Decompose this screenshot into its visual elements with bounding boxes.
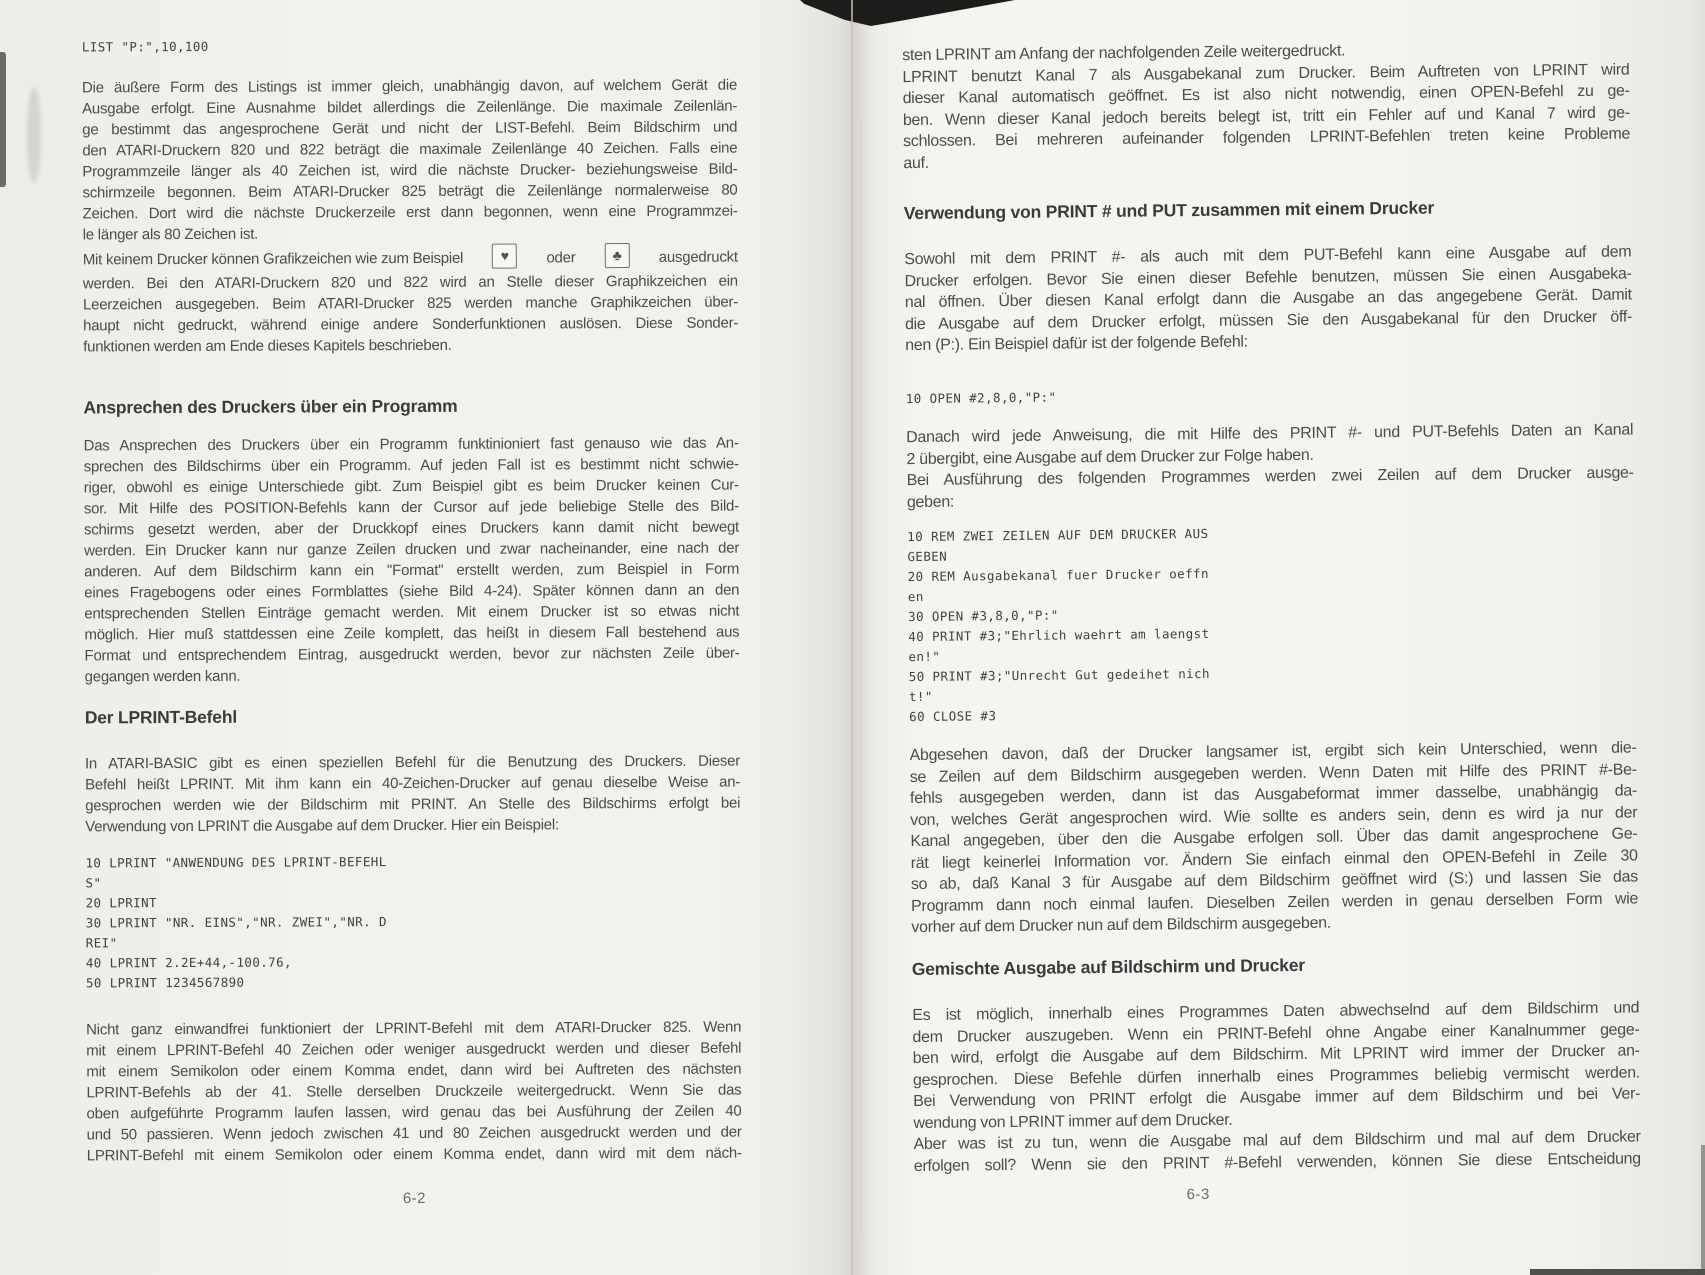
text-line: rät liegt keinerlei Information vor. Ändern Sie einfach einmal den OPEN-Befehl in Zeile 30 bbox=[910, 846, 1638, 872]
symbols-line-after: ausgedruckt bbox=[658, 248, 738, 266]
text-line: LPRINT-Befehl mit einem Semikolon oder einem Komma endet, dann wird mit dem näch- bbox=[86, 1144, 742, 1165]
text-line: 10 LPRINT "ANWENDUNG DES LPRINT-BEFEHL bbox=[85, 854, 387, 871]
text-line: 2 übergibt, eine Ausgabe auf dem Drucker zur Folge haben. bbox=[906, 446, 1314, 468]
left-page bbox=[82, 0, 743, 1275]
text-line: S" bbox=[85, 875, 102, 891]
paragraph-danach bbox=[906, 419, 1634, 513]
text-line: en bbox=[907, 588, 924, 605]
text-line: 40 PRINT #3;"Ehrlich waehrt am laengst bbox=[908, 625, 1210, 645]
text-line: 10 REM ZWEI ZEILEN AUF DEM DRUCKER AUS bbox=[907, 525, 1209, 545]
text-line: dem Drucker auszugeben. Wenn ein PRINT-Befehl ohne Angabe einer Kanalnummer gege- bbox=[912, 1020, 1640, 1046]
text-line: In ATARI-BASIC gibt es einen speziellen Befehl für die Benutzung des Druckers. Dieser bbox=[84, 752, 741, 773]
text-line: Aber was ist zu tun, wenn die Ausgabe mal auf dem Bildschirm und mal auf dem Drucker bbox=[913, 1128, 1641, 1154]
text-line: Verwendung von LPRINT die Ausgabe auf dem Drucker. Hier ein Beispiel: bbox=[85, 816, 559, 836]
text-line: en!" bbox=[908, 648, 941, 665]
text-line: eines Fragebogens oder eines Formblattes (siehe Bild 4-24). Später können dann an den bbox=[84, 581, 740, 602]
text-line: Format und entsprechendem Eintrag, ausgedruckt werden, bevor zur nächsten Zeile über- bbox=[84, 644, 740, 665]
basic-code-open-command: 10 OPEN #2,8,0,"P:" bbox=[905, 389, 1057, 407]
text-line: GEBEN bbox=[907, 548, 948, 565]
text-line: Programm dann noch einmal laufen. Dieselben Zeilen werden in genau derselben Form wie bbox=[911, 889, 1639, 915]
symbols-line-mid: oder bbox=[546, 248, 576, 266]
text-line: Zeichen. Dort wird die nächste Druckerzeile erst dann begonnen, wenn eine Programmzei- bbox=[82, 202, 738, 223]
text-line: le länger als 80 Zeichen ist. bbox=[82, 225, 259, 244]
text-line: sprechen des Bildschirms über ein Programm. Auf jeden Fall ist es bestimmt nicht schwie- bbox=[83, 455, 739, 476]
paragraph-abgesehen bbox=[909, 737, 1638, 938]
text-line: Programmzeile länger als 40 Zeichen ist, wird die nächste Drucker- beziehungsweise Bild- bbox=[82, 160, 738, 181]
text-line: haupt nicht gedruckt, während einige andere Sonderfunktionen auslösen. Diese Sonder- bbox=[83, 314, 739, 335]
text-line: schirmzeile begonnen. Beim ATARI-Drucker 825 beträgt die Zeilenlänge normalerweise 80 bbox=[82, 181, 738, 202]
text-line: fehls ausgegeben werden, dann ist das Ausgabeformat immer dasselbe, unabhängig da- bbox=[909, 782, 1638, 808]
section-heading-print-put: Verwendung von PRINT # und PUT zusammen mit einem Drucker bbox=[903, 197, 1435, 224]
text-line: t!" bbox=[908, 688, 933, 705]
text-line: gegangen werden kann. bbox=[84, 667, 241, 686]
text-line: se Zeilen auf dem Bildschirm ausgegeben werden. Wenn Daten mit Hilfe des PRINT #-Be- bbox=[909, 760, 1637, 786]
text-line: möglich. Hier muß stattdessen eine Zeile komplett, das heißt in diesem Fall bestehend aus bbox=[84, 623, 740, 644]
text-line: LPRINT benutzt Kanal 7 als Ausgabekanal zum Drucker. Beim Auftreten von LPRINT wird bbox=[902, 60, 1630, 86]
text-line: nal öffnen. Über diesen Kanal erfolgt dann die Ausgabe an das angegebene Gerät. Damit bbox=[904, 286, 1632, 312]
right-page bbox=[902, 0, 1642, 1275]
page-number-right: 6-3 bbox=[1186, 1185, 1210, 1204]
text-line: auf. bbox=[903, 154, 929, 172]
text-line: Nicht ganz einwandfrei funktioniert der LPRINT-Befehl mit dem ATARI-Drucker 825. Wenn bbox=[86, 1018, 742, 1039]
text-line: Bei Verwendung von PRINT erfolgt die Ausgabe immer auf dem Bildschirm und bei Ver- bbox=[913, 1085, 1641, 1111]
text-line: Es ist möglich, innerhalb eines Programmes Daten abwechselnd auf dem Bildschirm und bbox=[912, 999, 1640, 1025]
text-line: anderen. Auf dem Bildschirm kann ein ''Format'' erstellt werden, zum Beispiel in Form bbox=[84, 560, 740, 581]
basic-list-command: LIST "P:",10,100 bbox=[81, 38, 209, 55]
text-line: 30 LPRINT "NR. EINS","NR. ZWEI","NR. D bbox=[85, 914, 387, 931]
text-line: ben. Wenn dieser Kanal jedoch bereits belegt ist, tritt ein Fehler auf und Kanal 7 wird ge- bbox=[902, 103, 1630, 129]
text-line: 30 OPEN #3,8,0,"P:" bbox=[908, 607, 1059, 625]
text-line: Kanal angegeben, über den die Ausgabe erfolgen soll. Über das damit angesprochene Ge- bbox=[910, 825, 1638, 851]
text-line: schirms gesetzt werden, aber der Druckkopf eines Druckers kann damit nicht bewegt bbox=[83, 518, 740, 539]
paragraph-listing-form bbox=[82, 75, 738, 246]
text-line: ge bestimmt das angesprochene Gerät und nicht der LIST-Befehl. Beim Bildschirm und bbox=[82, 118, 738, 139]
section-heading-lprint: Der LPRINT-Befehl bbox=[84, 706, 238, 728]
text-line: 20 REM Ausgabekanal fuer Drucker oeffn bbox=[907, 565, 1209, 585]
scan-edge-mark bbox=[0, 52, 6, 187]
text-line: Bei Ausführung des folgenden Programmes werden zwei Zeilen auf dem Drucker ausge- bbox=[906, 464, 1634, 490]
basic-code-listing-lprint bbox=[85, 851, 741, 994]
page-number-left: 6-2 bbox=[402, 1189, 427, 1208]
paragraph-lprint-intro bbox=[85, 751, 740, 838]
text-line: nen (P:). Ein Beispiel dafür ist der folgende Befehl: bbox=[905, 333, 1248, 355]
section-heading-ansprechen: Ansprechen des Druckers über ein Programm bbox=[83, 395, 458, 418]
basic-code-listing-zwei-zeilen bbox=[907, 519, 1636, 727]
text-line: funktionen werden am Ende dieses Kapitels beschrieben. bbox=[83, 336, 452, 356]
text-line: 20 LPRINT bbox=[85, 895, 157, 911]
text-line: geben: bbox=[906, 493, 955, 511]
text-line: riger, obwohl es einige Unterschiede gibt. Zum Beispiel gibt es beim Drucker keinen Cur- bbox=[83, 476, 739, 497]
text-line: oben aufgeführte Programm laufen lassen, wird genau das bei Ausführung der Zeilen 40 bbox=[86, 1102, 742, 1123]
text-line: und 50 passieren. Wenn jedoch zwischen 41 und 80 Zeichen ausgedruckt werden und der bbox=[86, 1123, 742, 1144]
text-line: dieser Kanal automatisch geöffnet. Es ist also nicht notwendig, einen OPEN-Befehl zu ge- bbox=[902, 82, 1630, 108]
text-line: sten LPRINT am Anfang der nachfolgenden Zeile weitergedruckt. bbox=[902, 42, 1346, 65]
text-line: ben wird, erfolgt die Ausgabe auf dem Bildschirm. Mit LPRINT wird immer der Drucker an- bbox=[912, 1042, 1640, 1068]
text-line: gesprochen. Diese Befehle dürfen innerhalb eines Programmes beliebig vermischt werden. bbox=[912, 1063, 1640, 1089]
symbols-line-before: Mit keinem Drucker können Grafikzeichen wie zum Beispiel bbox=[82, 249, 464, 268]
text-line: 60 CLOSE #3 bbox=[909, 708, 997, 725]
scan-smudge bbox=[27, 88, 41, 183]
text-line: Leerzeichen ausgegeben. Beim ATARI-Drucker 825 werden manche Graphikzeichen über- bbox=[82, 293, 739, 314]
text-line: Befehl heißt LPRINT. Mit ihm kann ein 40-Zeichen-Drucker auf genau dieselbe Weise an- bbox=[85, 773, 741, 794]
paragraph-gemischte-ausgabe bbox=[912, 997, 1641, 1177]
text-line: gesprochen werden wie der Bildschirm mit PRINT. An Stelle des Bildschirms erfolgt bei bbox=[85, 794, 741, 815]
section-heading-gemischte-ausgabe: Gemischte Ausgabe auf Bildschirm und Drucker bbox=[911, 954, 1306, 980]
text-line: Drucker erfolgen. Bevor Sie einen dieser Befehle benutzen, müssen Sie einen Ausgabeka- bbox=[904, 264, 1632, 290]
text-line: Ausgabe erfolgt. Eine Ausnahme bildet allerdings die Zeilenlänge. Die maximale Zeilenlän- bbox=[82, 97, 738, 118]
graphics-symbols-line bbox=[83, 244, 738, 273]
paragraph-lprint-825 bbox=[86, 1017, 742, 1167]
text-line: 50 LPRINT 1234567890 bbox=[85, 974, 245, 991]
club-icon: ♣ bbox=[605, 243, 630, 268]
text-line: Die äußere Form des Listings ist immer gleich, unabhängig davon, auf welchem Gerät die bbox=[82, 76, 738, 97]
text-line: Danach wird jede Anweisung, die mit Hilfe des PRINT #- und PUT-Befehls Daten an Kanal bbox=[906, 421, 1634, 447]
page-gutter-edge bbox=[851, 0, 853, 1275]
text-line: wendung von LPRINT immer auf dem Drucker. bbox=[913, 1111, 1233, 1132]
text-line: den ATARI-Druckern 820 und 822 beträgt die maximale Zeilenlänge 40 Zeichen. Falls eine bbox=[82, 139, 738, 160]
text-line: entsprechenden Stellen Einträge gemacht werden. Mit einem Drucker ist so etwas nicht bbox=[84, 602, 740, 623]
text-line: 50 PRINT #3;"Unrecht Gut gedeihet nich bbox=[908, 665, 1210, 685]
heart-icon: ♥ bbox=[492, 243, 517, 268]
paragraph-graphics-chars bbox=[83, 271, 738, 358]
text-line: Abgesehen davon, daß der Drucker langsamer ist, ergibt sich kein Unterschied, wenn die- bbox=[909, 739, 1637, 765]
text-line: mit einem Semikolon oder einem Komma endet, dann wird bei Auftreten des nächsten bbox=[86, 1060, 742, 1081]
text-line: LPRINT-Befehls ab der 41. Stelle derselben Druckzeile weitergedruckt. Wenn Sie das bbox=[86, 1081, 742, 1102]
paragraph-lprint-kanal7 bbox=[902, 37, 1630, 174]
paragraph-print-put-intro bbox=[904, 241, 1632, 356]
text-line: die Ausgabe auf dem Drucker erfolgt, müssen Sie den Ausgabekanal für den Drucker öff- bbox=[904, 307, 1633, 333]
text-line: erfolgen soll? Wenn sie den PRINT #-Befehl verwenden, können Sie diese Entscheidung bbox=[913, 1149, 1641, 1175]
text-line: werden. Bei den ATARI-Druckern 820 und 822 wird an Stelle dieser Graphikzeichen ein bbox=[82, 272, 738, 293]
text-line: sor. Mit Hilfe des POSITION-Befehls kann der Cursor auf jede beliebige Stelle des Bild- bbox=[83, 497, 739, 518]
paragraph-ansprechen bbox=[84, 433, 740, 688]
text-line: Das Ansprechen des Druckers über ein Programm funktinioniert fast genauso wie das An- bbox=[83, 434, 739, 455]
text-line: schlossen. Bei mehreren aufeinander folgenden LPRINT-Befehlen treten keine Probleme bbox=[903, 125, 1631, 151]
scan-right-edge bbox=[1701, 1145, 1705, 1275]
text-line: vorher auf dem Drucker nun auf dem Bildschirm ausgegeben. bbox=[911, 914, 1331, 937]
text-line: mit einem LPRINT-Befehl 40 Zeichen oder weniger ausgedruckt werden und dieser Befehl bbox=[86, 1039, 742, 1060]
text-line: so ab, daß Kanal 3 für Ausgabe auf dem Bildschirm geöffnet wird (S:) und lassen Sie das bbox=[910, 868, 1638, 894]
text-line: Sowohl mit dem PRINT #- als auch mit dem PUT-Befehl kann eine Ausgabe auf dem bbox=[904, 243, 1632, 269]
page-gutter-edge-2 bbox=[861, 120, 862, 1235]
text-line: von, welches Gerät angesprochen wird. Wie sollte es anders sein, denn es wird ja nur der bbox=[910, 803, 1638, 829]
text-line: 40 LPRINT 2.2E+44,-100.76, bbox=[85, 954, 292, 971]
text-line: werden. Ein Drucker kann nur ganze Zeilen drucken und zwar nacheinander, eine nach der bbox=[84, 539, 740, 560]
text-line: REI" bbox=[85, 935, 118, 951]
